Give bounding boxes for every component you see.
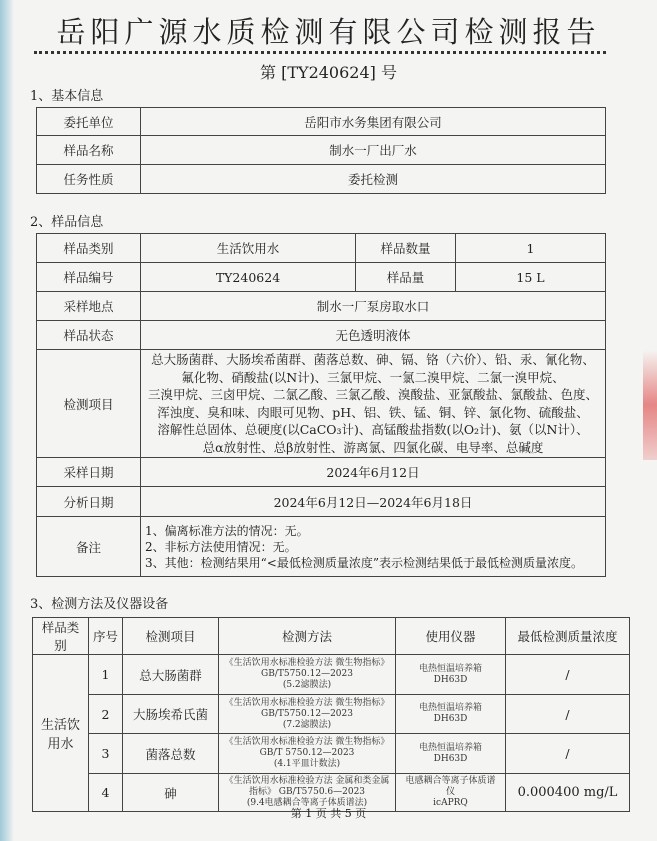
sampling-date-value: 2024年6月12日	[141, 458, 606, 487]
method-line: GB/T5750.12—2023	[261, 708, 353, 719]
method-line: (9.4电感耦合等离子体质谱法)	[246, 798, 368, 808]
table-row	[37, 263, 606, 292]
instrument-line: 电感耦合等离子体质谱	[405, 776, 496, 786]
method-cell	[219, 734, 396, 774]
min-conc: /	[506, 655, 630, 695]
method-cell	[219, 695, 396, 734]
table-row	[33, 695, 630, 734]
label: 任务性质	[37, 165, 141, 194]
table-row	[37, 350, 606, 458]
min-conc: 0.000400 mg/L	[506, 774, 630, 812]
table-header-row	[33, 618, 630, 655]
title-divider	[34, 51, 606, 54]
instrument-line: 电热恒温培养箱	[418, 703, 482, 713]
task-nature-value: 委托检测	[141, 165, 606, 194]
table-row	[33, 734, 630, 774]
test-items-line: 氟化物、硝酸盐(以N计)、三氯甲烷、一氯二溴甲烷、二氯一溴甲烷、	[181, 369, 565, 385]
sample-type-value: 生活饮用水	[141, 234, 356, 263]
analysis-date-value: 2024年6月12日—2024年6月18日	[141, 487, 606, 517]
row-number: 4	[89, 774, 123, 812]
table-row	[37, 458, 606, 487]
label: 采样日期	[37, 458, 141, 487]
column-header: 检测项目	[123, 618, 219, 655]
instrument-line: icAPRQ	[433, 798, 468, 808]
table-row	[37, 108, 606, 136]
method-line: 《生活饮用水标准检验方法 微生物指标》	[224, 658, 390, 668]
sample-id-value: TY240624	[141, 263, 356, 292]
sample-info-table	[36, 233, 606, 577]
label: 委托单位	[37, 108, 141, 136]
category-cell: 生活饮用水	[33, 655, 89, 812]
column-header: 最低检测质量浓度	[506, 618, 630, 655]
instrument-cell	[396, 655, 506, 695]
remark-line: 3、其他：检测结果用“<最低检测质量浓度”表示检测结果低于最低检测质量浓度。	[145, 555, 583, 570]
test-items-line: 总大肠菌群、大肠埃希菌群、菌落总数、砷、镉、铬（六价）、铅、汞、氰化物、	[151, 352, 595, 367]
row-number: 1	[89, 655, 123, 695]
test-items-line: 浑浊度、臭和味、肉眼可见物、pH、铝、铁、锰、铜、锌、氯化物、硫酸盐、	[157, 404, 589, 420]
label: 样品编号	[37, 263, 141, 292]
report-number: 第 [TY240624] 号	[260, 63, 397, 82]
test-items-line: 总α放射性、总β放射性、游离氯、四氯化碳、电导率、总碱度	[202, 439, 544, 455]
table-row	[33, 655, 630, 695]
label: 样品数量	[356, 234, 456, 263]
instrument-line: 电热恒温培养箱	[418, 663, 482, 674]
column-header: 样品类别	[33, 618, 89, 655]
table-row	[37, 487, 606, 517]
label: 样品类别	[37, 234, 141, 263]
methods-table	[32, 617, 630, 812]
instrument-line: DH63D	[433, 674, 468, 685]
remark-line: 1、偏离标准方法的情况：无。	[145, 523, 309, 538]
report-title: 岳阳广源水质检测有限公司检测报告	[56, 15, 601, 49]
instrument-line: DH63D	[433, 753, 468, 764]
test-item: 大肠埃希氏菌	[123, 695, 219, 734]
test-item: 菌落总数	[123, 734, 219, 774]
remarks-value	[141, 517, 606, 577]
label: 检测项目	[37, 350, 141, 458]
method-line: (7.2滤膜法)	[282, 719, 332, 730]
method-line: 《生活饮用水标准检验方法 微生物指标》	[224, 737, 390, 747]
column-header: 使用仪器	[396, 618, 506, 655]
test-items-line: 溶解性总固体、总硬度(以CaCO₃计)、高锰酸盐指数(以O₂计)、氨（以N计）、	[157, 422, 589, 437]
sample-qty-value: 1	[456, 234, 606, 263]
column-header: 检测方法	[219, 618, 396, 655]
label: 样品状态	[37, 321, 141, 350]
remark-line: 2、非标方法使用情况：无。	[145, 539, 297, 554]
table-row	[37, 321, 606, 350]
test-items-line: 三溴甲烷、三卤甲烷、二氯乙酸、三氯乙酸、溴酸盐、亚氯酸盐、氯酸盐、色度、	[147, 387, 598, 402]
state-value: 无色透明液体	[141, 321, 606, 350]
instrument-cell	[396, 695, 506, 734]
method-line: (4.1平皿计数法)	[273, 759, 341, 769]
instrument-line: DH63D	[433, 714, 468, 724]
label: 样品名称	[37, 136, 141, 165]
table-row	[37, 136, 606, 165]
row-number: 3	[89, 734, 123, 774]
section3-heading: 3、检测方法及仪器设备	[30, 597, 169, 612]
method-line: 《生活饮用水标准检验方法 微生物指标》	[224, 697, 390, 708]
label: 备注	[37, 517, 141, 577]
section1-heading: 1、基本信息	[30, 89, 104, 104]
table-row	[37, 165, 606, 194]
basic-info-table	[36, 107, 606, 194]
method-line: 《生活饮用水标准检验方法 金属和类金属	[224, 776, 390, 786]
label: 分析日期	[37, 487, 141, 517]
instrument-cell	[396, 734, 506, 774]
row-number: 2	[89, 695, 123, 734]
instrument-line: 电热恒温培养箱	[418, 742, 482, 753]
min-conc: /	[506, 695, 630, 734]
test-items-value	[141, 350, 606, 458]
client-value: 岳阳市水务集团有限公司	[141, 108, 606, 136]
location-value: 制水一厂泵房取水口	[141, 292, 606, 321]
table-row	[37, 234, 606, 263]
section2-heading: 2、样品信息	[30, 215, 104, 230]
table-row	[37, 292, 606, 321]
table-row	[37, 517, 606, 577]
method-line: GB/T5750.12—2023	[261, 669, 353, 679]
label: 采样地点	[37, 292, 141, 321]
page-footer: 第 1 页 共 5 页	[290, 807, 367, 820]
instrument-line: 仪	[445, 787, 455, 797]
scan-edge	[0, 0, 14, 841]
method-line: GB/T 5750.12—2023	[259, 748, 355, 758]
seal-stamp-edge	[643, 350, 657, 460]
test-item: 总大肠菌群	[123, 655, 219, 695]
method-line: (5.2滤膜法)	[282, 680, 332, 690]
min-conc: /	[506, 734, 630, 774]
method-line: 指标》 GB/T5750.6—2023	[248, 787, 366, 797]
sample-amount-value: 15 L	[456, 263, 606, 292]
method-cell	[219, 655, 396, 695]
column-header: 序号	[89, 618, 123, 655]
test-item: 砷	[123, 774, 219, 812]
sample-name-value: 制水一厂出厂水	[141, 136, 606, 165]
label: 样品量	[356, 263, 456, 292]
